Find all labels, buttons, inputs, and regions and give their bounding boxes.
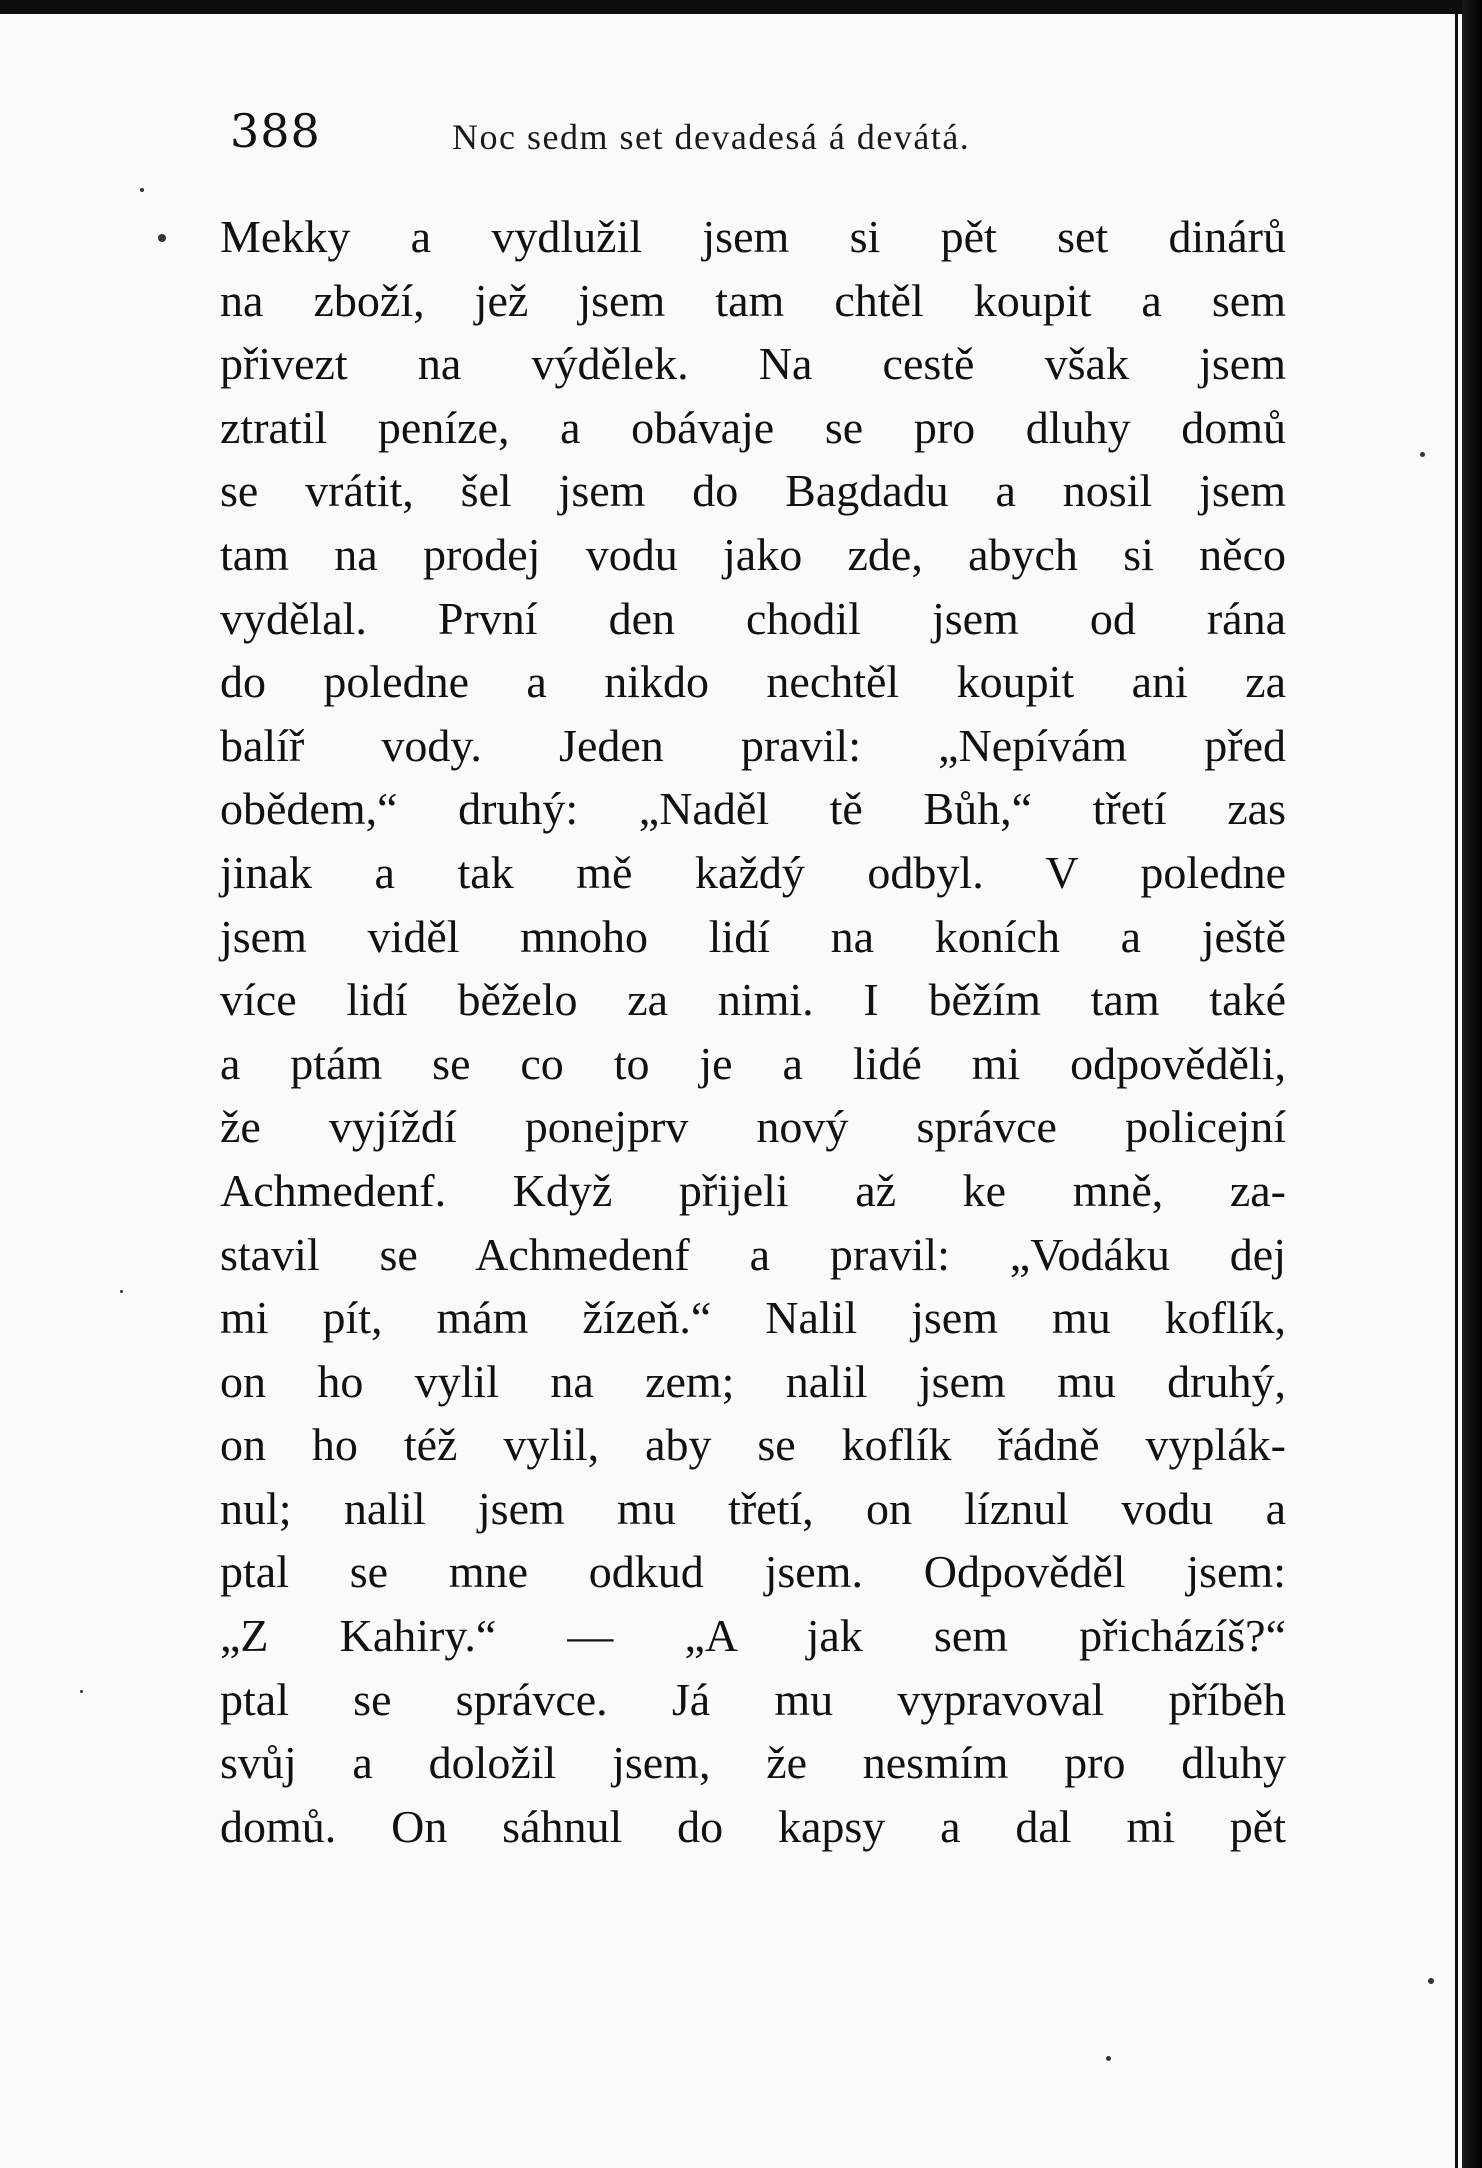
ink-speck <box>1420 452 1425 457</box>
text-line: jinak a tak mě každý odbyl. V poledne <box>220 846 1286 898</box>
text-line: obědem,“ druhý: „Naděl tě Bůh,“ třetí zas <box>220 783 1286 835</box>
text-line: na zboží, jež jsem tam chtěl koupit a sem <box>220 274 1286 326</box>
text-line: se vrátit, šel jsem do Bagdadu a nosil jsem <box>220 465 1286 517</box>
page-edge-line <box>1455 0 1458 2168</box>
text-line: do poledne a nikdo nechtěl koupit ani za <box>220 656 1286 708</box>
text-line: ptal se správce. Já mu vypravoval příběh <box>220 1673 1286 1725</box>
ink-speck <box>158 234 166 242</box>
text-line: stavil se Achmedenf a pravil: „Vodáku dej <box>220 1228 1286 1280</box>
ink-speck <box>140 188 144 192</box>
text-line: mi pít, mám žízeň.“ Nalil jsem mu koflík, <box>220 1292 1286 1344</box>
text-line: více lidí běželo za nimi. I běžím tam také <box>220 974 1286 1026</box>
text-line: on ho vylil na zem; nalil jsem mu druhý, <box>220 1355 1286 1407</box>
running-head: Noc sedm set devadesá á devátá. <box>452 117 971 157</box>
text-line: jsem viděl mnoho lidí na koních a ještě <box>220 910 1286 962</box>
text-line: Achmedenf. Když přijeli až ke mně, za- <box>220 1164 1286 1216</box>
text-line: nul; nalil jsem mu třetí, on líznul vodu a <box>220 1482 1286 1534</box>
scan-top-border <box>0 0 1482 14</box>
text-line: ptal se mne odkud jsem. Odpověděl jsem: <box>220 1546 1286 1598</box>
ink-speck <box>120 1290 123 1293</box>
text-line: tam na prodej vodu jako zde, abych si něco <box>220 528 1286 580</box>
page-header <box>230 96 1290 166</box>
ink-speck <box>1428 1978 1434 1984</box>
text-line: svůj a doložil jsem, že nesmím pro dluhy <box>220 1737 1286 1789</box>
scan-right-border <box>1462 0 1482 2168</box>
text-line: Mekky a vydlužil jsem si pět set dinárů <box>220 211 1286 262</box>
page-number: 388 <box>230 104 321 158</box>
text-line: přivezt na výdělek. Na cestě však jsem <box>220 338 1286 390</box>
text-line: on ho též vylil, aby se koflík řádně vyplák- <box>220 1419 1286 1471</box>
ink-speck <box>1106 2056 1111 2061</box>
text-line: domů. On sáhnul do kapsy a dal mi pět <box>220 1800 1286 1852</box>
text-line: balíř vody. Jeden pravil: „Nepívám před <box>220 719 1286 771</box>
text-line: vydělal. První den chodil jsem od rána <box>220 592 1286 644</box>
body-text <box>220 205 1286 1858</box>
ink-speck <box>80 1690 83 1693</box>
text-line: že vyjíždí ponejprv nový správce policejní <box>220 1101 1286 1153</box>
text-line: ztratil peníze, a obávaje se pro dluhy domů <box>220 401 1286 453</box>
text-line: a ptám se co to je a lidé mi odpověděli, <box>220 1037 1286 1089</box>
text-line: „Z Kahiry.“ — „A jak sem přicházíš?“ <box>220 1610 1286 1662</box>
